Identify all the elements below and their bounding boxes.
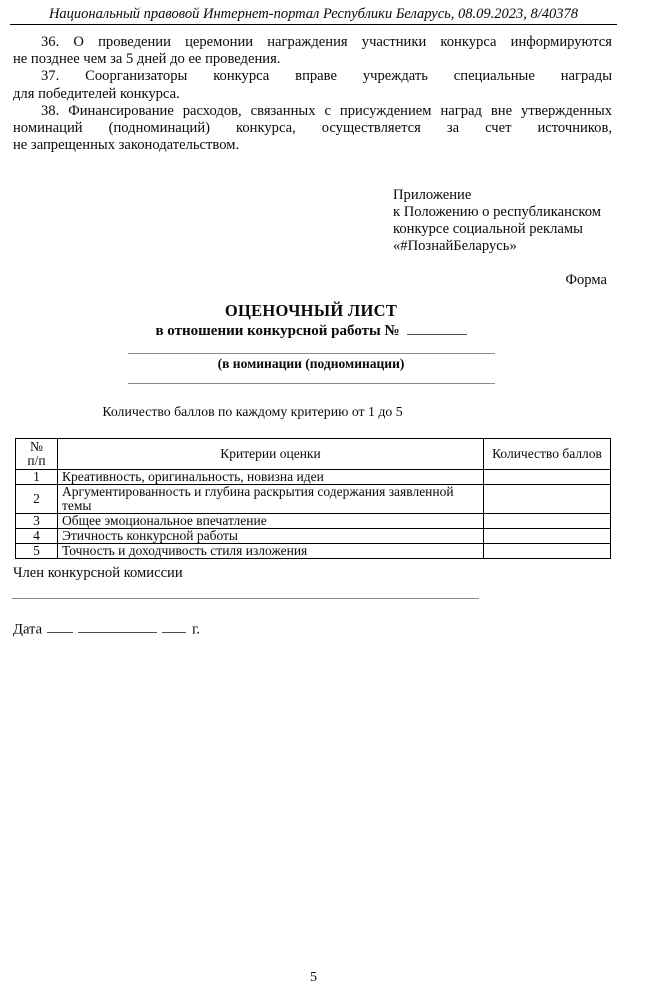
form-label: Форма [565, 272, 607, 288]
row-score-cell [484, 529, 611, 544]
column-header-number: № п/п [16, 439, 58, 470]
row-number: 5 [16, 544, 58, 559]
document-title: ОЦЕНОЧНЫЙ ЛИСТ [224, 301, 398, 320]
date-year-blank [162, 620, 186, 633]
paragraph-36-line: 36. О проведении церемонии награждения участники конкурса информируются [41, 34, 612, 50]
row-criteria: Точность и доходчивость стиля изложения [58, 544, 484, 559]
subnomination-blank-line [128, 375, 495, 384]
appendix-line: «#ПознайБеларусь» [393, 237, 517, 254]
date-line [13, 620, 200, 638]
row-criteria: Общее эмоциональное впечатление [58, 514, 484, 529]
paragraph-38-line: номинаций (подноминаций) конкурса, осуществляется за счет источников, [13, 119, 612, 136]
appendix-line: к Положению о республиканском [393, 203, 602, 220]
score-table [15, 438, 611, 559]
appendix-line: конкурсе социальной рекламы [393, 220, 583, 237]
row-number: 2 [16, 485, 58, 514]
date-year-suffix: г. [192, 621, 201, 638]
appendix-reference [393, 187, 601, 255]
date-label: Дата [13, 621, 43, 638]
table-row [16, 544, 611, 559]
score-table-caption: Количество баллов по каждому критерию от 1 до 5 [102, 404, 403, 419]
appendix-line: Приложение [393, 187, 472, 203]
row-score-cell [484, 514, 611, 529]
paragraph-38-line: не запрещенных законодательством. [13, 137, 240, 154]
row-criteria: Аргументированность и глубина раскрытия содержания заявленной темы [58, 485, 484, 514]
date-month-blank [78, 620, 157, 633]
masthead-title: Национальный правовой Интернет-портал Республики Беларусь, 08.09.2023, 8/40378 [48, 6, 579, 22]
paragraph-37-line: для победителей конкурса. [13, 85, 180, 102]
row-number: 3 [16, 514, 58, 529]
paragraph-37-line: 37. Соорганизаторы конкурса вправе учреждать специальные награды [41, 68, 612, 85]
row-criteria: Креативность, оригинальность, новизна идеи [58, 470, 484, 485]
row-score-cell [484, 470, 611, 485]
column-header-score: Количество баллов [484, 439, 611, 470]
column-header-criteria: Критерии оценки [58, 439, 484, 470]
paragraph-36-line: не позднее чем за 5 дней до ее проведения. [13, 51, 281, 68]
table-row [16, 529, 611, 544]
commission-member-label: Член конкурсной комиссии [13, 565, 183, 581]
table-row [16, 514, 611, 529]
document-subtitle [0, 321, 622, 340]
document-subtitle-text: в отношении конкурсной работы № [155, 322, 400, 339]
row-score-cell [484, 485, 611, 514]
nomination-caption: (в номинации (подноминации) [217, 356, 405, 371]
date-day-blank [47, 620, 73, 633]
row-number: 4 [16, 529, 58, 544]
masthead-rule [10, 24, 617, 25]
paragraph-38-line: 38. Финансирование расходов, связанных с присуждением наград вне утвержденных [41, 102, 612, 119]
nomination-blank-line [128, 345, 495, 354]
table-header-row [16, 439, 611, 470]
work-number-blank [407, 321, 467, 335]
table-row [16, 485, 611, 514]
row-score-cell [484, 544, 611, 559]
row-number: 1 [16, 470, 58, 485]
body-paragraphs [13, 34, 612, 154]
row-criteria: Этичность конкурсной работы [58, 529, 484, 544]
page-number: 5 [310, 970, 317, 985]
signature-blank-line [12, 590, 479, 599]
table-row [16, 470, 611, 485]
